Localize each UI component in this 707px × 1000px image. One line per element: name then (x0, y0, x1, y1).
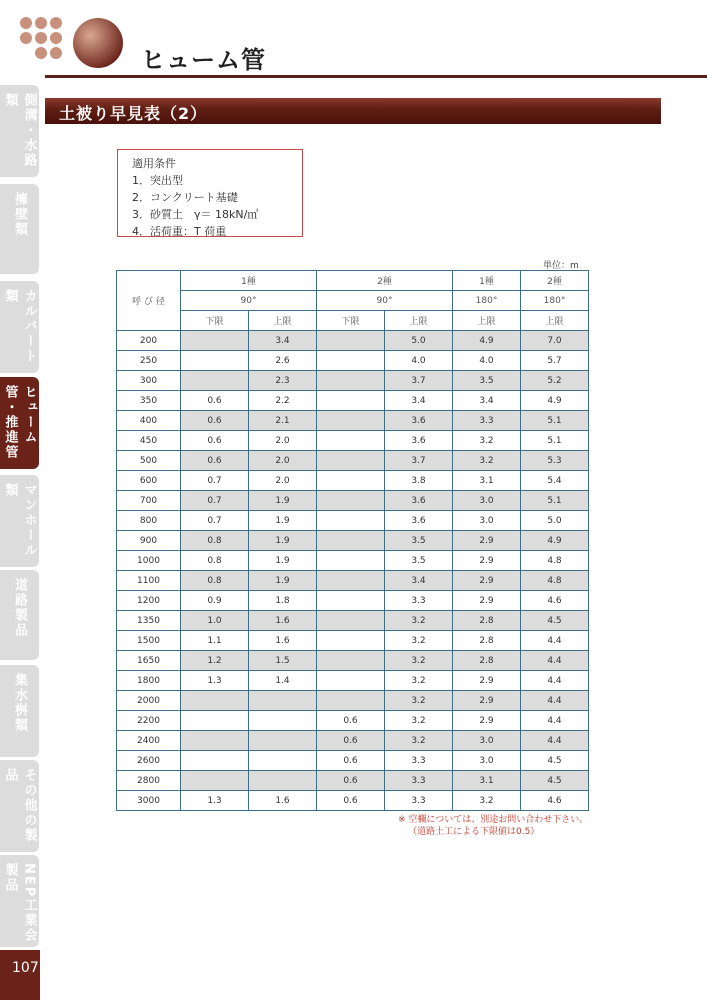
size-cell: 600 (117, 471, 181, 491)
table-row (117, 451, 589, 471)
value-cell: 5.1 (521, 431, 589, 451)
value-cell: 1.9 (249, 491, 317, 511)
value-cell (317, 691, 385, 711)
value-cell: 2.8 (453, 651, 521, 671)
size-cell: 1800 (117, 671, 181, 691)
table-row (117, 551, 589, 571)
cover-depth-table (116, 270, 589, 811)
sidebar-tab-label: ヒューム管・推進管 (2, 385, 37, 460)
value-cell: 2.9 (453, 531, 521, 551)
value-cell: 0.7 (181, 511, 249, 531)
value-cell: 3.5 (385, 551, 453, 571)
size-header: 呼 び 径 (117, 271, 181, 331)
page-number-box (0, 950, 40, 1000)
value-cell: 5.4 (521, 471, 589, 491)
sidebar-tab-hume-pipe[interactable] (0, 377, 39, 469)
value-cell: 0.9 (181, 591, 249, 611)
value-cell: 5.1 (521, 491, 589, 511)
value-cell (317, 671, 385, 691)
value-cell: 5.0 (385, 331, 453, 351)
table-row (117, 471, 589, 491)
value-cell: 0.6 (181, 431, 249, 451)
value-cell (317, 451, 385, 471)
group-angle: 180° (453, 291, 521, 311)
value-cell (317, 471, 385, 491)
value-cell (317, 551, 385, 571)
value-cell (317, 491, 385, 511)
value-cell: 5.2 (521, 371, 589, 391)
value-cell: 3.5 (385, 531, 453, 551)
value-cell (249, 711, 317, 731)
value-cell: 3.1 (453, 471, 521, 491)
table-row (117, 531, 589, 551)
conditions-box (117, 149, 303, 237)
sidebar-tab-label: その他の製品 (2, 768, 37, 843)
value-cell: 3.3 (385, 591, 453, 611)
group-angle: 180° (521, 291, 589, 311)
value-cell (249, 751, 317, 771)
table-row (117, 651, 589, 671)
value-cell: 3.2 (453, 431, 521, 451)
value-cell: 3.2 (385, 711, 453, 731)
sidebar-tab-label: 集水桝類 (12, 673, 27, 733)
value-cell (249, 691, 317, 711)
value-cell: 4.9 (453, 331, 521, 351)
sidebar-tab-culvert[interactable] (0, 281, 39, 373)
value-cell: 0.8 (181, 531, 249, 551)
value-cell: 3.7 (385, 451, 453, 471)
group-kind: 2種 (521, 271, 589, 291)
value-cell: 0.6 (181, 411, 249, 431)
value-cell: 3.1 (453, 771, 521, 791)
value-cell: 1.8 (249, 591, 317, 611)
size-cell: 350 (117, 391, 181, 411)
value-cell: 4.9 (521, 531, 589, 551)
value-cell: 4.4 (521, 671, 589, 691)
value-cell (317, 371, 385, 391)
value-cell (317, 571, 385, 591)
group-angle: 90° (181, 291, 317, 311)
value-cell: 3.2 (385, 651, 453, 671)
table-row (117, 671, 589, 691)
value-cell (181, 371, 249, 391)
size-cell: 200 (117, 331, 181, 351)
value-cell: 3.2 (385, 691, 453, 711)
value-cell: 4.5 (521, 771, 589, 791)
value-cell: 1.2 (181, 651, 249, 671)
page-number: 107 (12, 960, 39, 976)
value-cell: 0.6 (181, 391, 249, 411)
note-text: （道路土工による下限値は0.5） (408, 827, 540, 837)
table-row (117, 731, 589, 751)
value-cell: 1.9 (249, 511, 317, 531)
value-cell: 2.0 (249, 431, 317, 451)
value-cell: 3.4 (385, 571, 453, 591)
value-cell: 1.6 (249, 791, 317, 811)
value-cell (317, 391, 385, 411)
size-cell: 1500 (117, 631, 181, 651)
value-cell (317, 431, 385, 451)
value-cell: 3.2 (385, 611, 453, 631)
value-cell: 0.7 (181, 491, 249, 511)
value-cell: 3.6 (385, 411, 453, 431)
page-title: ヒューム管 (141, 46, 266, 74)
size-cell: 700 (117, 491, 181, 511)
value-cell: 2.9 (453, 711, 521, 731)
group-kind: 1種 (181, 271, 317, 291)
value-cell: 4.4 (521, 731, 589, 751)
value-cell: 3.8 (385, 471, 453, 491)
value-cell: 0.6 (317, 711, 385, 731)
value-cell: 5.0 (521, 511, 589, 531)
value-cell: 3.4 (385, 391, 453, 411)
group-angle: 90° (317, 291, 453, 311)
value-cell: 5.7 (521, 351, 589, 371)
value-cell: 3.0 (453, 731, 521, 751)
value-cell: 4.8 (521, 571, 589, 591)
section-header (45, 98, 661, 124)
size-cell: 450 (117, 431, 181, 451)
sidebar-tab-manhole[interactable] (0, 475, 39, 567)
conditions-title: 適用条件 (132, 157, 176, 170)
value-cell: 3.2 (453, 451, 521, 471)
col-header: 下限 (317, 311, 385, 331)
sidebar-tab-label: マンホール類 (2, 483, 37, 558)
table-row (117, 351, 589, 371)
value-cell (181, 331, 249, 351)
note-text: ※ 空欄については、別途お問い合わせ下さい。 (398, 815, 589, 825)
sidebar-tab-catch-basin[interactable] (0, 665, 39, 757)
value-cell: 0.8 (181, 571, 249, 591)
conditions-item: 3．砂質土 γ＝ 18kN/㎥ (132, 208, 259, 221)
value-cell: 4.6 (521, 591, 589, 611)
title-divider (45, 75, 707, 78)
section-title: 土被り早見表（2） (59, 104, 208, 123)
table-row (117, 511, 589, 531)
value-cell: 3.6 (385, 491, 453, 511)
group-kind: 1種 (453, 271, 521, 291)
col-header: 上限 (249, 311, 317, 331)
value-cell: 4.4 (521, 631, 589, 651)
table-row (117, 391, 589, 411)
value-cell: 0.6 (317, 791, 385, 811)
unit-label: 単位：m (543, 261, 579, 271)
value-cell (317, 631, 385, 651)
value-cell: 3.0 (453, 511, 521, 531)
value-cell: 4.8 (521, 551, 589, 571)
value-cell: 3.6 (385, 431, 453, 451)
value-cell (181, 711, 249, 731)
value-cell: 2.9 (453, 591, 521, 611)
table-row (117, 331, 589, 351)
value-cell: 3.7 (385, 371, 453, 391)
value-cell: 1.6 (249, 631, 317, 651)
size-cell: 1000 (117, 551, 181, 571)
sidebar-tab-other-products[interactable] (0, 760, 39, 852)
table-row (117, 591, 589, 611)
value-cell: 3.2 (453, 791, 521, 811)
value-cell: 1.9 (249, 551, 317, 571)
size-cell: 300 (117, 371, 181, 391)
col-header: 上限 (385, 311, 453, 331)
sidebar-tab-label: 擁壁類 (12, 192, 27, 237)
value-cell (181, 351, 249, 371)
value-cell (181, 771, 249, 791)
conditions-item: 2．コンクリート基礎 (132, 191, 238, 204)
value-cell: 3.3 (385, 791, 453, 811)
value-cell: 4.5 (521, 611, 589, 631)
value-cell: 1.3 (181, 671, 249, 691)
value-cell (317, 511, 385, 531)
table-row (117, 711, 589, 731)
brand-logo-icon (18, 15, 123, 71)
value-cell (317, 331, 385, 351)
value-cell: 1.5 (249, 651, 317, 671)
size-cell: 800 (117, 511, 181, 531)
value-cell: 3.4 (453, 391, 521, 411)
value-cell (317, 351, 385, 371)
value-cell: 1.3 (181, 791, 249, 811)
table-row (117, 571, 589, 591)
table-row (117, 751, 589, 771)
value-cell: 0.6 (317, 751, 385, 771)
table-row (117, 491, 589, 511)
value-cell: 0.8 (181, 551, 249, 571)
value-cell: 3.3 (385, 771, 453, 791)
value-cell: 0.6 (181, 451, 249, 471)
value-cell (249, 731, 317, 751)
value-cell: 3.3 (385, 751, 453, 771)
table-row (117, 791, 589, 811)
value-cell: 4.4 (521, 711, 589, 731)
value-cell: 4.6 (521, 791, 589, 811)
sidebar-tab-gutter[interactable] (0, 85, 39, 177)
sidebar-tab-nep-products[interactable] (0, 855, 39, 947)
table-row (117, 431, 589, 451)
sidebar-tab-retaining-wall[interactable] (0, 184, 39, 274)
value-cell: 4.4 (521, 651, 589, 671)
value-cell: 1.6 (249, 611, 317, 631)
value-cell: 1.9 (249, 531, 317, 551)
col-header: 上限 (453, 311, 521, 331)
col-header: 下限 (181, 311, 249, 331)
value-cell: 0.6 (317, 771, 385, 791)
value-cell (317, 411, 385, 431)
size-cell: 1200 (117, 591, 181, 611)
value-cell: 3.3 (453, 411, 521, 431)
group-kind: 2種 (317, 271, 453, 291)
size-cell: 2800 (117, 771, 181, 791)
value-cell: 2.9 (453, 571, 521, 591)
value-cell: 2.8 (453, 611, 521, 631)
col-header: 上限 (521, 311, 589, 331)
value-cell (181, 731, 249, 751)
size-cell: 2000 (117, 691, 181, 711)
value-cell: 2.0 (249, 451, 317, 471)
value-cell: 2.2 (249, 391, 317, 411)
conditions-item: 4．活荷重：T 荷重 (132, 225, 227, 238)
value-cell (317, 531, 385, 551)
value-cell (181, 751, 249, 771)
value-cell: 5.3 (521, 451, 589, 471)
value-cell: 5.1 (521, 411, 589, 431)
value-cell: 3.2 (385, 671, 453, 691)
size-cell: 2600 (117, 751, 181, 771)
value-cell: 3.4 (249, 331, 317, 351)
value-cell (317, 611, 385, 631)
size-cell: 1650 (117, 651, 181, 671)
value-cell: 2.1 (249, 411, 317, 431)
table-row (117, 411, 589, 431)
value-cell: 2.8 (453, 631, 521, 651)
size-cell: 500 (117, 451, 181, 471)
value-cell: 2.9 (453, 671, 521, 691)
value-cell: 3.5 (453, 371, 521, 391)
size-cell: 400 (117, 411, 181, 431)
value-cell: 1.0 (181, 611, 249, 631)
value-cell: 2.9 (453, 551, 521, 571)
value-cell: 3.0 (453, 751, 521, 771)
value-cell: 1.9 (249, 571, 317, 591)
value-cell: 4.5 (521, 751, 589, 771)
size-cell: 250 (117, 351, 181, 371)
size-cell: 3000 (117, 791, 181, 811)
value-cell: 0.6 (317, 731, 385, 751)
value-cell: 2.9 (453, 691, 521, 711)
value-cell: 3.2 (385, 631, 453, 651)
table-row (117, 691, 589, 711)
value-cell (317, 651, 385, 671)
sidebar-tab-label: 側溝・水路類 (2, 93, 37, 168)
value-cell: 2.0 (249, 471, 317, 491)
table-row (117, 771, 589, 791)
value-cell (317, 591, 385, 611)
value-cell: 1.1 (181, 631, 249, 651)
value-cell (249, 771, 317, 791)
value-cell: 3.0 (453, 491, 521, 511)
sidebar-tab-label: 道路製品 (12, 578, 27, 638)
value-cell (181, 691, 249, 711)
table-row (117, 611, 589, 631)
sidebar-tab-label: NEP工業会製品 (2, 863, 37, 944)
value-cell: 2.6 (249, 351, 317, 371)
table-row (117, 371, 589, 391)
table-row (117, 631, 589, 651)
conditions-item: 1．突出型 (132, 174, 183, 187)
value-cell: 1.4 (249, 671, 317, 691)
sidebar-tab-road-products[interactable] (0, 570, 39, 660)
value-cell: 4.0 (453, 351, 521, 371)
value-cell: 4.9 (521, 391, 589, 411)
value-cell: 7.0 (521, 331, 589, 351)
size-cell: 1100 (117, 571, 181, 591)
size-cell: 1350 (117, 611, 181, 631)
value-cell: 4.4 (521, 691, 589, 711)
value-cell: 3.2 (385, 731, 453, 751)
value-cell: 4.0 (385, 351, 453, 371)
value-cell: 2.3 (249, 371, 317, 391)
value-cell: 3.6 (385, 511, 453, 531)
size-cell: 2400 (117, 731, 181, 751)
value-cell: 0.7 (181, 471, 249, 491)
size-cell: 2200 (117, 711, 181, 731)
sidebar-tab-label: カルバート類 (2, 289, 37, 364)
size-cell: 900 (117, 531, 181, 551)
